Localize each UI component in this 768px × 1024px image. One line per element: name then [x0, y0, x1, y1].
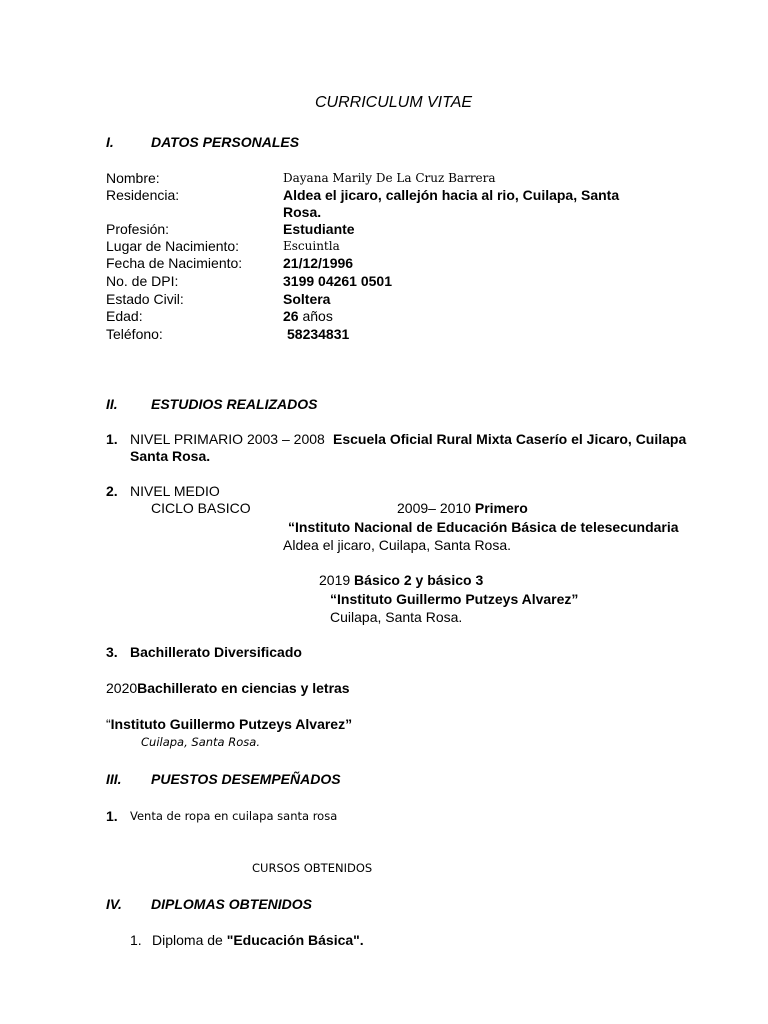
section-iv-number: IV. — [106, 896, 122, 912]
section-ii-heading: ESTUDIOS REALIZADOS — [151, 396, 318, 412]
profesion-label: Profesión: — [106, 221, 170, 237]
primary-school-line1: Escuela Oficial Rural Mixta Caserío el Jicaro, Cuilapa — [333, 431, 687, 447]
lugar-value: Escuintla — [283, 239, 340, 253]
telefono-value: 58234831 — [287, 326, 350, 342]
profesion-value: Estudiante — [283, 221, 355, 237]
residencia-label: Residencia: — [106, 187, 180, 203]
diploma-number: 1. — [130, 932, 142, 948]
primary-number: 1. — [106, 431, 118, 447]
medio-school-1: “Instituto Nacional de Educación Básica de telesecundaria — [288, 519, 679, 535]
residencia-value-line2: Rosa. — [283, 204, 322, 220]
job-item: Venta de ropa en cuilapa santa rosa — [130, 809, 338, 823]
bach-place: Cuilapa, Santa Rosa. — [141, 735, 260, 749]
primary-school-line2: Santa Rosa. — [130, 448, 211, 464]
diploma-item — [152, 932, 364, 948]
job-number: 1. — [106, 808, 118, 824]
medio-grade-2: Básico 2 y básico 3 — [354, 572, 484, 588]
section-i-number: I. — [106, 134, 114, 150]
section-iii-number: III. — [106, 771, 122, 787]
section-iv-heading: DIPLOMAS OBTENIDOS — [151, 896, 313, 912]
medio-level: NIVEL MEDIO — [130, 483, 220, 499]
medio-years-1-text: 2009– 2010 — [397, 500, 475, 516]
medio-number: 2. — [106, 483, 118, 499]
bach-heading: Bachillerato Diversificado — [130, 644, 302, 660]
section-iii-heading: PUESTOS DESEMPEÑADOS — [151, 771, 341, 787]
diploma-prefix: Diploma de — [152, 932, 227, 948]
bach-school: Instituto Guillermo Putzeys Alvarez” — [110, 716, 353, 732]
estado-label: Estado Civil: — [106, 291, 184, 307]
section-ii-number: II. — [106, 396, 118, 412]
bach-year: 2020 — [106, 680, 138, 696]
telefono-label: Teléfono: — [106, 326, 163, 342]
fecha-value: 21/12/1996 — [283, 255, 354, 271]
bach-number: 3. — [106, 644, 118, 660]
page-title: CURRICULUM VITAE — [315, 94, 473, 111]
courses-heading: CURSOS OBTENIDOS — [252, 861, 373, 875]
edad-value — [283, 308, 333, 324]
bach-school-line — [106, 716, 352, 732]
nombre-label: Nombre: — [106, 170, 160, 186]
medio-place-2: Cuilapa, Santa Rosa. — [330, 609, 463, 625]
bach-quote-open: “ — [106, 716, 111, 732]
medio-years-1 — [397, 500, 528, 516]
fecha-label: Fecha de Nacimiento: — [106, 255, 243, 271]
lugar-label: Lugar de Nacimiento: — [106, 238, 240, 254]
medio-years-2-text: 2019 — [319, 572, 355, 588]
nombre-value: Dayana Marily De La Cruz Barrera — [283, 171, 496, 185]
edad-label: Edad: — [106, 308, 143, 324]
medio-school-2: “Instituto Guillermo Putzeys Alvarez” — [330, 591, 579, 607]
medio-years-2 — [319, 572, 483, 588]
bach-degree-line — [106, 680, 350, 696]
section-i-heading: DATOS PERSONALES — [151, 134, 300, 150]
estado-value: Soltera — [283, 291, 331, 307]
dpi-label: No. de DPI: — [106, 273, 179, 289]
edad-number: 26 — [283, 308, 299, 324]
bach-degree: Bachillerato en ciencias y letras — [137, 680, 350, 696]
primary-level: NIVEL PRIMARIO 2003 – 2008 — [130, 431, 325, 447]
residencia-value-line1: Aldea el jicaro, callejón hacia al rio, Cuilapa, Santa — [283, 187, 620, 203]
edad-unit: años — [298, 308, 333, 324]
diploma-name: "Educación Básica". — [226, 932, 364, 948]
medio-cycle: CICLO BASICO — [151, 500, 251, 516]
dpi-value: 3199 04261 0501 — [283, 273, 392, 289]
medio-place-1: Aldea el jicaro, Cuilapa, Santa Rosa. — [283, 537, 512, 553]
medio-grade-1: Primero — [474, 500, 528, 516]
